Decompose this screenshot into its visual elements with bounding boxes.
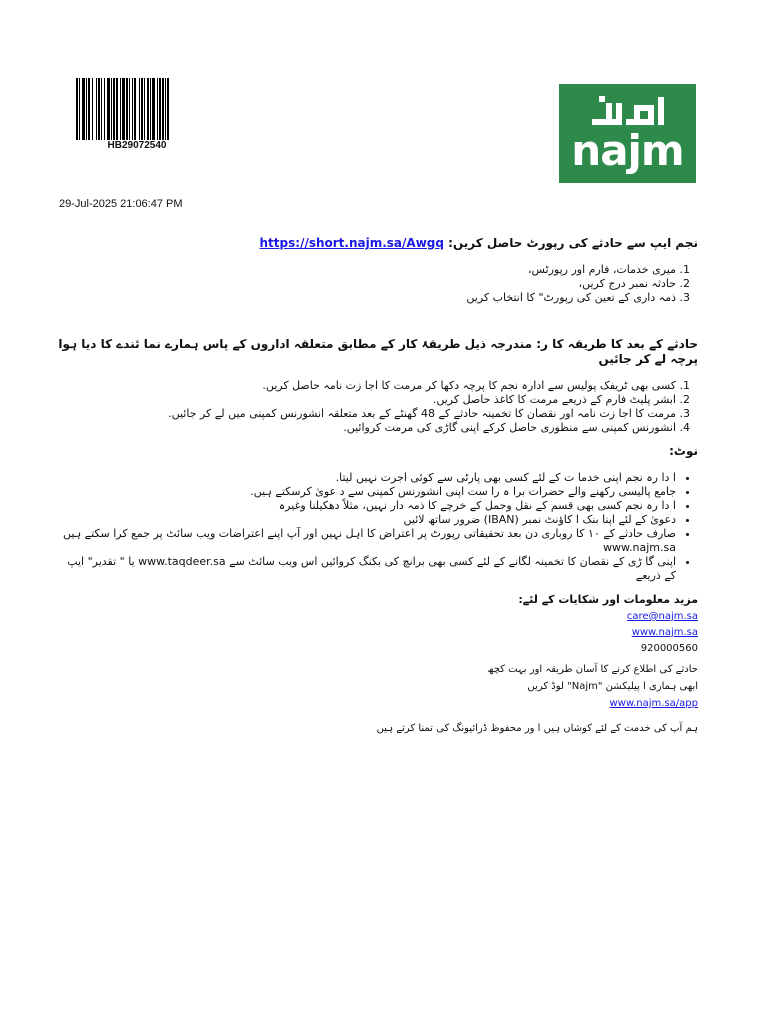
list-item: 4. انشورنس کمپنی سے منظوری حاصل کرکے اپنی گاڑی کی مرمت کروائیں. <box>58 421 676 435</box>
app-report-section <box>58 236 698 305</box>
app-report-link[interactable]: https://short.najm.sa/Awgq <box>259 236 444 250</box>
list-item: 3. مرمت کا اجا زت نامہ اور نقصان کا تخمینہ حادثے کے 48 گھنٹے کے بعد متعلقہ انشورنس کمپنی میں لے کر جائیں. <box>58 407 676 421</box>
barcode-number: HB29072540 <box>107 140 167 151</box>
list-item: • صارف حادثے کے ١٠ کا روباری دن بعد تحقیقاتی رپورٹ پر اعتراض کا اہل نہیں اور آپ اپنے اعتراضات ویب سائٹ پر جمع کرا سکتے ہیں www.najm.sa <box>58 527 676 555</box>
notes-heading: نوٹ: <box>669 444 698 458</box>
website-link[interactable]: www.najm.sa <box>631 627 698 638</box>
logo-text: najm <box>571 126 684 175</box>
list-item: • ا دا رہ نجم کسی بھی قسم کے نقل وحمل کے خرچے کا ذمہ دار نہیں، مثلاً دھکیلنا وغیرہ <box>58 499 676 513</box>
phone-number: 920000560 <box>640 643 698 654</box>
list-item: 2. حادثہ نمبر درج کریں، <box>58 277 676 291</box>
list-item: • ا دا رہ نجم اپنی خدما ت کے لئے کسی بھی پارٹی سے کوئی اجرت نہیں لیتا. <box>58 471 676 485</box>
list-item: 3. ذمہ داری کے تعین کی رپورٹ" کا انتخاب کریں <box>58 291 676 305</box>
barcode <box>76 77 198 151</box>
list-item: 2. ابشر پلیٹ فارم کے ذریعے مرمت کا کاغذ حاصل کریں. <box>58 393 676 407</box>
list-item: 1. میری خدمات، فارم اور رپورٹس، <box>58 263 676 277</box>
notes-list <box>58 471 698 583</box>
notes-section <box>58 444 698 583</box>
najm-arabic-logo-mark <box>589 96 667 128</box>
list-item: • جامع پالیسی رکھنے والے حضرات برا ہ را ست اپنی انشورنس کمپنی سے د عویٰ کرسکتے ہیں. <box>58 485 676 499</box>
app-report-heading: نجم ایپ سے حادثے کی رپورٹ حاصل کریں: https://short.najm.sa/Awgq <box>259 236 698 250</box>
timestamp: 29-Jul-2025 21:06:47 PM <box>59 198 183 210</box>
app-download-link[interactable]: www.najm.sa/app <box>609 698 698 709</box>
barcode-bars <box>76 77 198 141</box>
contact-heading: مزید معلومات اور شکایات کے لئے: <box>518 593 698 606</box>
list-item: • دعویٰ کے لئے اپنا بنک ا کاؤنٹ نمبر (IBAN) ضرور ساتھ لائیں <box>58 513 676 527</box>
after-accident-steps <box>58 379 698 435</box>
after-accident-section <box>58 337 698 435</box>
app-promo-line2: ابھی ہماری ا پیلیکشن "Najm" لوڈ کریں <box>527 681 698 692</box>
email-link[interactable]: care@najm.sa <box>626 611 698 622</box>
after-accident-heading: حادثے کے بعد کا طریقہ کا ر: مندرجہ ذیل طریقۂ کار کے مطابق متعلقہ اداروں کے پاس ہمارے نما ئندے کا دیا ہوا پرچہ لے کر جائیں <box>58 337 698 366</box>
app-promo <box>58 663 698 710</box>
list-item: 1. کسی بھی ٹریفک پولیس سے ادارہ نجم کا پرچہ دکھا کر مرمت کا اجا زت نامہ حاصل کریں. <box>58 379 676 393</box>
contact-section <box>58 592 698 655</box>
closing-line: ہم آپ کی خدمت کے لئے کوشاں ہیں ا ور محفوظ ڈرائیونگ کی تمنا کرتے ہیں <box>376 723 698 734</box>
list-item: • اپنی گا ڑی کے نقصان کا تخمینہ لگانے کے لئے کسی بھی برانچ کی بکنگ کروائیں اس ویب سائٹ سے www.taqdeer.sa یا " تقدیر" ایپ کے ذریعے <box>58 555 676 583</box>
app-promo-line1: حادثے کی اطلاع کرنے کا آسان طریقہ اور بہت کچھ <box>487 664 698 675</box>
najm-logo <box>559 84 696 183</box>
app-report-steps <box>58 263 698 305</box>
